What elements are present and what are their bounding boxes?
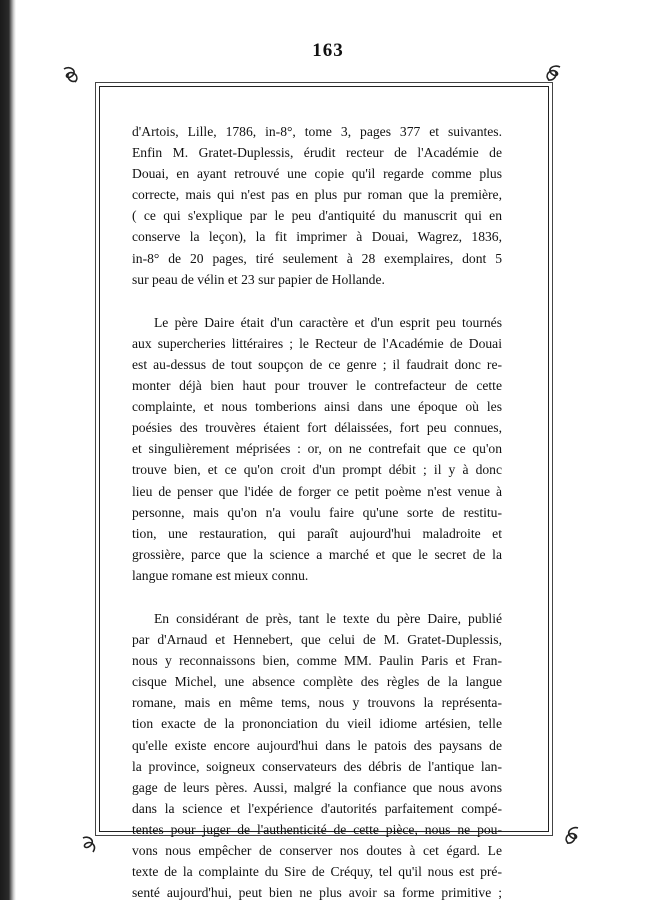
text-line: in-8° de 20 pages, tiré seulement à 28 exemplaires, dont 5 — [132, 250, 502, 266]
text-line: aux supercheries littéraires ; le Recteur de l'Académie de Douai — [132, 335, 502, 351]
text-line: nous y reconnaissons bien, comme MM. Paulin Paris et Fran- — [132, 653, 502, 669]
text-line: par d'Arnaud et Hennebert, que celui de M. Gratet-Duplessis, — [132, 632, 502, 648]
text-line: grossière, parce que la science a marché et que le secret de la — [132, 546, 502, 562]
text-line: Douai, en ayant retrouvé une copie qu'il regarde comme plus — [132, 166, 502, 182]
text-line: cisque Michel, une absence complète des règles de la langue — [132, 674, 502, 690]
corner-flourish-top-left-icon — [60, 63, 84, 87]
corner-flourish-top-right-icon — [540, 62, 564, 86]
text-line: trouve bien, et ce qu'on croit d'un prompt débit ; il y à donc — [132, 462, 502, 478]
paragraph-2 — [132, 312, 502, 586]
text-line: qu'elle existe encore aujourd'hui dans le patois des paysans de — [132, 737, 502, 753]
corner-flourish-bottom-right-icon — [559, 824, 583, 848]
text-line: monter déjà bien haut pour trouver le contrefacteur de cette — [132, 378, 502, 394]
text-line: langue romane est mieux connu. — [132, 567, 309, 583]
text-line: est au-dessus de tout soupçon de ce genre ; il faudrait donc re- — [132, 356, 502, 372]
text-line: senté aujourd'hui, peut bien ne plus avoir sa forme primitive ; — [132, 885, 502, 901]
corner-flourish-bottom-left-icon — [78, 832, 102, 856]
page-binding-edge — [0, 0, 16, 900]
text-line: lieu de penser que l'idée de forger ce petit poème n'est venue à — [132, 483, 502, 499]
text-line: ( ce qui s'explique par le peu d'antiquité du manuscrit qui en — [132, 208, 502, 224]
text-line: conserve la leçon), la fit imprimer à Douai, Wagrez, 1836, — [132, 229, 502, 245]
text-line: texte de la complainte du Sire de Créquy, tel qu'il nous est pré- — [132, 864, 502, 880]
text-line: complainte, et nous tomberions ainsi dans une époque où les — [132, 399, 502, 415]
text-line: tion exacte de la prononciation du vieil idiome artésien, telle — [132, 716, 502, 732]
text-line: Le père Daire était d'un caractère et d'un esprit peu tournés — [154, 314, 502, 330]
text-line: tion, une restauration, qui paraît aujourd'hui maladroite et — [132, 525, 502, 541]
text-line: d'Artois, Lille, 1786, in-8°, tome 3, pages 377 et suivantes. — [132, 124, 502, 139]
text-line: Enfin M. Gratet-Duplessis, érudit recteur de l'Académie de — [132, 145, 502, 161]
body-text — [132, 121, 502, 903]
text-line: gage de leurs pères. Aussi, malgré la confiance que nous avons — [132, 779, 502, 795]
text-line: vons nous empêcher de conserver nos doutes à cet égard. Le — [132, 843, 502, 858]
text-line: sur peau de vélin et 23 sur papier de Hollande. — [132, 271, 385, 287]
text-line: poésies des trouvères étaient fort délaissées, fort peu connues, — [132, 420, 502, 436]
text-line: la province, soigneux conservateurs des débris de l'antique lan- — [132, 758, 502, 774]
text-line: En considérant de près, tant le texte du père Daire, publié — [154, 610, 502, 626]
text-line: tentes pour juger de l'authenticité de cette pièce, nous ne pou- — [132, 821, 502, 837]
text-line: personne, mais qu'on n'a voulu faire qu'une sorte de restitu- — [132, 504, 502, 520]
text-line: correcte, mais qui n'est pas en plus pur roman que la première, — [132, 187, 502, 203]
text-line: romane, mais en même tems, nous y trouvons la représenta- — [132, 695, 502, 711]
page-number: 163 — [312, 40, 344, 61]
paragraph-1 — [132, 121, 502, 290]
text-line: dans la science et l'expérience d'autorités parfaitement compé- — [132, 800, 502, 816]
text-line: et singulièrement méprisées : or, on ne contrefait que ce qu'on — [132, 441, 502, 457]
paragraph-3 — [132, 608, 502, 903]
